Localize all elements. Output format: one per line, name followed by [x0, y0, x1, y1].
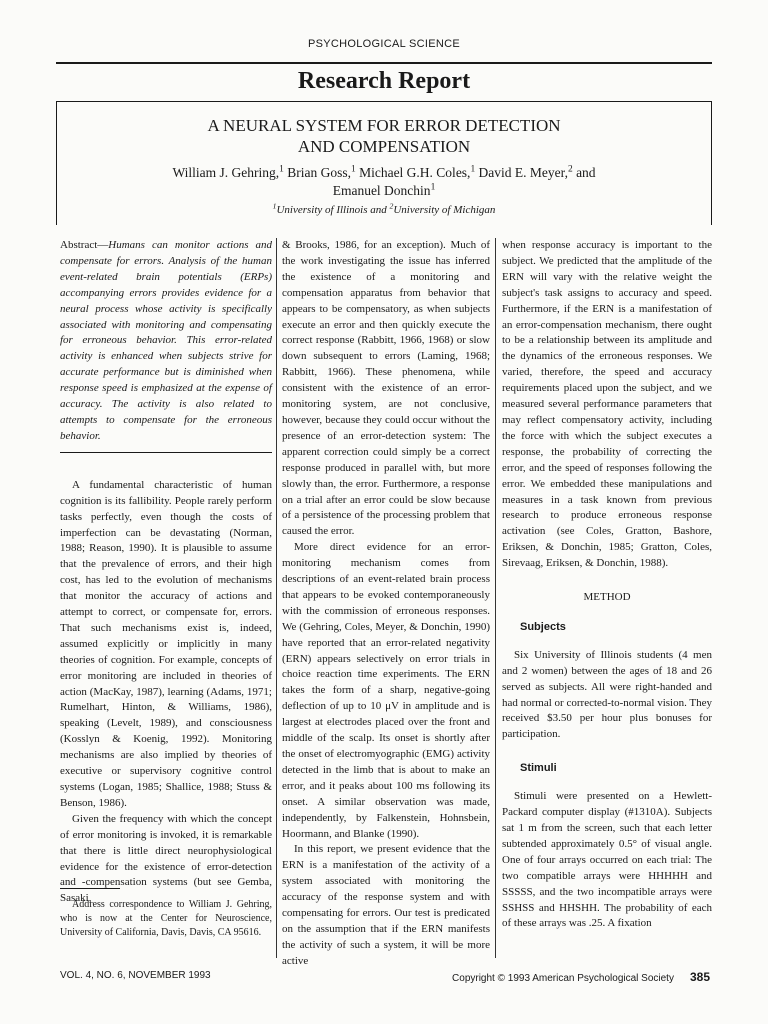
author-list	[110, 164, 658, 200]
volume-info: VOL. 4, NO. 6, NOVEMBER 1993	[60, 970, 211, 981]
method-heading: METHOD	[583, 591, 631, 604]
author-line-2	[110, 182, 658, 200]
affil-marker: 2	[389, 201, 394, 211]
author-name: David E. Meyer,	[478, 165, 568, 180]
journal-name: PSYCHOLOGICAL SCIENCE	[308, 38, 460, 50]
author-line-1	[110, 164, 658, 182]
author-affil-marker: 1	[350, 164, 356, 175]
column-divider	[495, 238, 496, 958]
abstract-label: Abstract—	[60, 239, 109, 251]
stimuli-heading: Stimuli	[520, 762, 557, 775]
author-conjunction: and	[576, 165, 596, 180]
footnote	[60, 898, 272, 940]
affil-text: University of Michigan	[393, 204, 496, 216]
author-affil-marker: 2	[567, 164, 573, 175]
top-rule	[56, 62, 712, 64]
copyright: Copyright © 1993 American Psychological Society	[452, 973, 674, 984]
author-affil-marker: 1	[470, 164, 476, 175]
abstract-text: Humans can monitor actions and compensate for errors. Analysis of the human event-related brain potentials (ERPs) accompanying errors provides evidence for a neural process whose activity is specifically associated with monitoring and compensating for erroneous behavior. This error-related activity is enhanced when subjects strive for accurate performance but is diminished when response speed is emphasized at the expense of accuracy. The activity is also related to attempts to compensate for the erroneous behavior.	[60, 239, 272, 442]
title-box-rule	[56, 101, 712, 102]
title-line-2: AND COMPENSATION	[297, 137, 471, 156]
paragraph: Given the frequency with which the concept of error monitoring is invoked, it is remarkable that there is little direct neurophysiological evidence for the existence of error-detection and -compensation systems (but see Gemba, Sasaki,	[60, 812, 272, 905]
author-affil-marker: 1	[279, 164, 284, 175]
abstract	[60, 238, 272, 445]
paragraph: A fundamental characteristic of human cognition is its fallibility. People rarely perform tasks perfectly, even though the costs of imperfection can be devastating (Norman, 1988; Reason, 1990). It is plausible to assume that the prevalence of errors, and their high cost, has led to the evolution of mechanisms that monitor the accuracy of actions and attempt to correct, or compensate for, errors. That such mechanisms exist is, indeed, assumed explicitly or implicitly in many theories of cognition. For example, concepts of error monitoring are included in theories of action (MacKay, 1987), learning (Adams, 1971; Rumelhart, Hinton, & Williams, 1986), speaking (Levelt, 1989), and consciousness (Kosslyn & Koenig, 1992). Monitoring mechanisms are also implied by theories of executive or supervisory cognitive control systems (Logan, 1985; Shallice, 1988; Stuss & Benson, 1986).	[60, 478, 272, 809]
title-box-left-border	[56, 101, 57, 225]
title-line-1: A NEURAL SYSTEM FOR ERROR DETECTION	[207, 116, 561, 135]
column-3	[502, 238, 712, 932]
author-name: William J. Gehring,	[172, 165, 280, 180]
abstract-rule	[60, 452, 272, 453]
footnote-rule	[60, 888, 120, 889]
column-1	[60, 238, 272, 907]
paragraph: & Brooks, 1986, for an exception). Much of the work investigating the issue has inferred the existence of a monitoring and compensation apparatus from behavior that appears to be compensatory, as when subjects execute an error and then quickly execute the correct response (Rabbitt, 1966, 1968) or slow down subsequent to errors (Laming, 1968; Rabbitt, 1966). These phenomena, while consistent with the existence of an error-monitoring system, are not conclusive, however, because they could occur without the presence of an error-detection system: The apparent correction could simply be a correct response produced in parallel with, but more slowly than, the error. Furthermore, a response on a trial after an error could be slow because of a persistence of the processing problem that caused the error.	[282, 239, 490, 538]
author-name: Brian Goss,	[287, 165, 351, 180]
article-title	[120, 115, 648, 157]
affil-text: University of Illinois and	[276, 204, 390, 216]
footnote-text: Address correspondence to William J. Gehring, who is now at the Center for Neuroscience, University of California, Davis, Davis, CA 95616.	[60, 899, 272, 938]
section-heading: Research Report	[297, 68, 471, 94]
paragraph: Stimuli were presented on a Hewlett-Packard computer display (#1310A). Subjects sat 1 m from the screen, such that each letter subtended approximately 0.5° of visual angle. One of four arrays occurred on each trial: The two compatible arrays were HHHHH and SSSSS, and the two incompatible arrays were SSHSS and HHSHH. The probability of each of these arrays was .25. A fixation	[502, 790, 712, 930]
affiliations	[110, 201, 658, 216]
author-affil-marker: 1	[430, 182, 436, 193]
page-number: 385	[689, 970, 710, 984]
author-name: Emanuel Donchin	[332, 183, 431, 198]
paragraph: More direct evidence for an error-monitoring mechanism comes from descriptions of an event-related brain process that appears to be evoked contemporaneously with the commission of erroneous responses. We (Gehring, Coles, Meyer, & Donchin, 1990) have reported that an error-related negativity (ERN) appears selectively on error trials in choice reaction time experiments. The ERN takes the form of a sharp, negative-going deflection of up to 10 μV in amplitude and is largest at electrodes placed over the front and middle of the scalp. Its onset is shortly after the onset of electromyographic (EMG) activity detected in the limb that is about to make an error, and it peaks about 100 ms following its onset. A similar observation was made, independently, by Falkenstein, Hohnsbein, Hoormann, and Blanke (1990).	[282, 541, 490, 840]
column-2	[282, 238, 490, 970]
paragraph: when response accuracy is important to the subject. We predicted that the amplitude of the ERN will vary with the relative weight the subject's task assigns to accuracy and speed. Furthermore, if the ERN is a manifestation of an error-compensation mechanism, there ought to be a relationship between its amplitude and the dynamics of the erroneous responses. We varied, therefore, the speed and accuracy requirements placed upon the subject, and we measured several performance parameters that may reflect compensatory activity, including the force with which the subject executes a response, the probability of correcting the error, and the speed of responses following the error. We embedded these manipulations and measures in a task known from previous research to produce erroneous response activation (see Coles, Gratton, Bashore, Eriksen, & Donchin, 1985; Gratton, Coles, Sirevaag, Eriksen, & Donchin, 1988).	[502, 239, 712, 570]
footer-right	[420, 970, 710, 984]
title-box-right-border	[711, 101, 712, 225]
paragraph: Six University of Illinois students (4 men and 2 women) between the ages of 18 and 26 served as subjects. All were right-handed and had normal or corrected-to-normal vision. They received $3.50 per hour plus bonuses for participation.	[502, 648, 712, 741]
author-name: Michael G.H. Coles,	[359, 165, 471, 180]
paragraph: In this report, we present evidence that the ERN is a manifestation of the activity of a system associated with monitoring the accuracy of the response system and with compensating for errors. Our test is predicated on the assumption that if the ERN manifests the activity of such a system, it will be more active	[282, 843, 490, 967]
subjects-heading: Subjects	[520, 620, 566, 633]
column-divider	[276, 238, 277, 958]
affil-marker: 1	[272, 201, 277, 211]
